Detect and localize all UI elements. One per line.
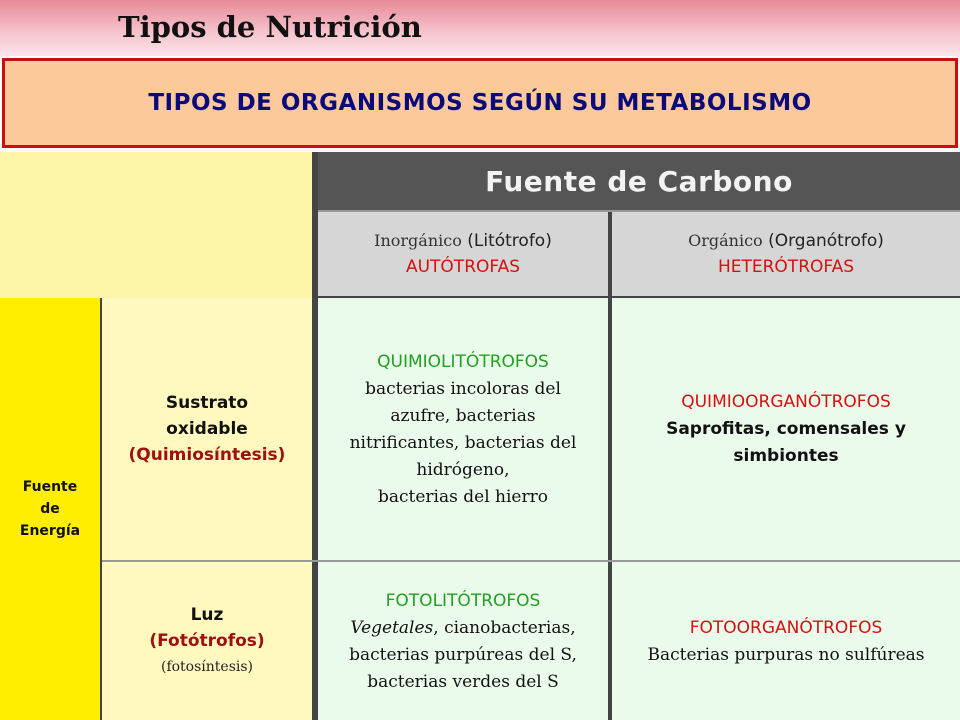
light-source-cell xyxy=(102,562,312,720)
banner-text: TIPOS DE ORGANISMOS SEGÚN SU METABOLISMO xyxy=(148,90,812,116)
source-line: Luz xyxy=(190,605,224,625)
cell-line: bacterias purpúreas del S, xyxy=(349,644,577,665)
cell-line: Bacterias purpuras no sulfúreas xyxy=(647,644,925,665)
energy-source-label-cell xyxy=(0,298,102,720)
slide-title-bar xyxy=(0,0,960,56)
carbon-source-title: Fuente de Carbono xyxy=(485,164,793,198)
cell-title: QUIMIOLITÓTROFOS xyxy=(377,351,549,372)
cell-line: simbiontes xyxy=(733,446,839,466)
italic-term: Vegetales xyxy=(350,617,434,638)
cell-line: nitrificantes, bacterias del xyxy=(349,432,577,453)
column-divider xyxy=(100,298,102,720)
source-line: Sustrato xyxy=(165,393,249,413)
column-divider xyxy=(312,152,318,720)
cell-title: FOTOLITÓTROFOS xyxy=(385,590,541,611)
oxidizable-substrate-cell xyxy=(102,298,312,560)
row-divider xyxy=(318,296,960,298)
organic-term: (Organótrofo) xyxy=(768,231,884,251)
energy-source-label: Fuente de Energía xyxy=(19,479,81,539)
cell-line: Saprofitas, comensales y xyxy=(666,419,906,439)
heterotrophs-label: HETERÓTROFAS xyxy=(717,257,855,277)
cell-line: bacterias verdes del S xyxy=(367,671,559,692)
photosynthesis-note: (fotosíntesis) xyxy=(160,659,254,675)
cell-line: azufre, bacterias xyxy=(390,405,536,426)
cell-title: QUIMIOORGANÓTROFOS xyxy=(681,392,891,412)
cell-line: hidrógeno, xyxy=(416,459,510,480)
carbon-source-header xyxy=(318,152,960,210)
photoorganotrophs-cell xyxy=(612,562,960,720)
slide-title: Tipos de Nutrición xyxy=(118,10,422,44)
empty-corner-cell xyxy=(0,152,312,298)
organic-type-line xyxy=(688,228,884,254)
metabolism-banner xyxy=(2,58,958,148)
cell-line: bacterias incoloras del xyxy=(365,378,561,399)
row-divider xyxy=(318,210,960,212)
inorganic-type: Inorgánico xyxy=(374,231,462,250)
organic-column-header xyxy=(612,212,960,296)
inorganic-type-line xyxy=(374,228,552,254)
inorganic-column-header xyxy=(318,212,608,296)
cell-title: FOTOORGANÓTROFOS xyxy=(689,617,883,638)
cell-line xyxy=(350,615,575,642)
phototrophs-note: (Fotótrofos) xyxy=(149,631,265,651)
line-rest: , cianobacterias, xyxy=(433,617,576,638)
cell-line: bacterias del hierro xyxy=(378,486,548,507)
chemolithotrophs-cell xyxy=(318,298,608,560)
organic-type: Orgánico xyxy=(688,231,763,250)
autotrophs-label: AUTÓTROFAS xyxy=(405,257,521,277)
chemosynthesis-note: (Quimiosíntesis) xyxy=(128,445,286,465)
row-divider xyxy=(102,560,960,562)
photolithotrophs-cell xyxy=(318,562,608,720)
column-divider xyxy=(608,212,612,720)
source-line: oxidable xyxy=(166,419,248,439)
inorganic-term: (Litótrofo) xyxy=(467,231,552,251)
chemoorganotrophs-cell xyxy=(612,298,960,560)
